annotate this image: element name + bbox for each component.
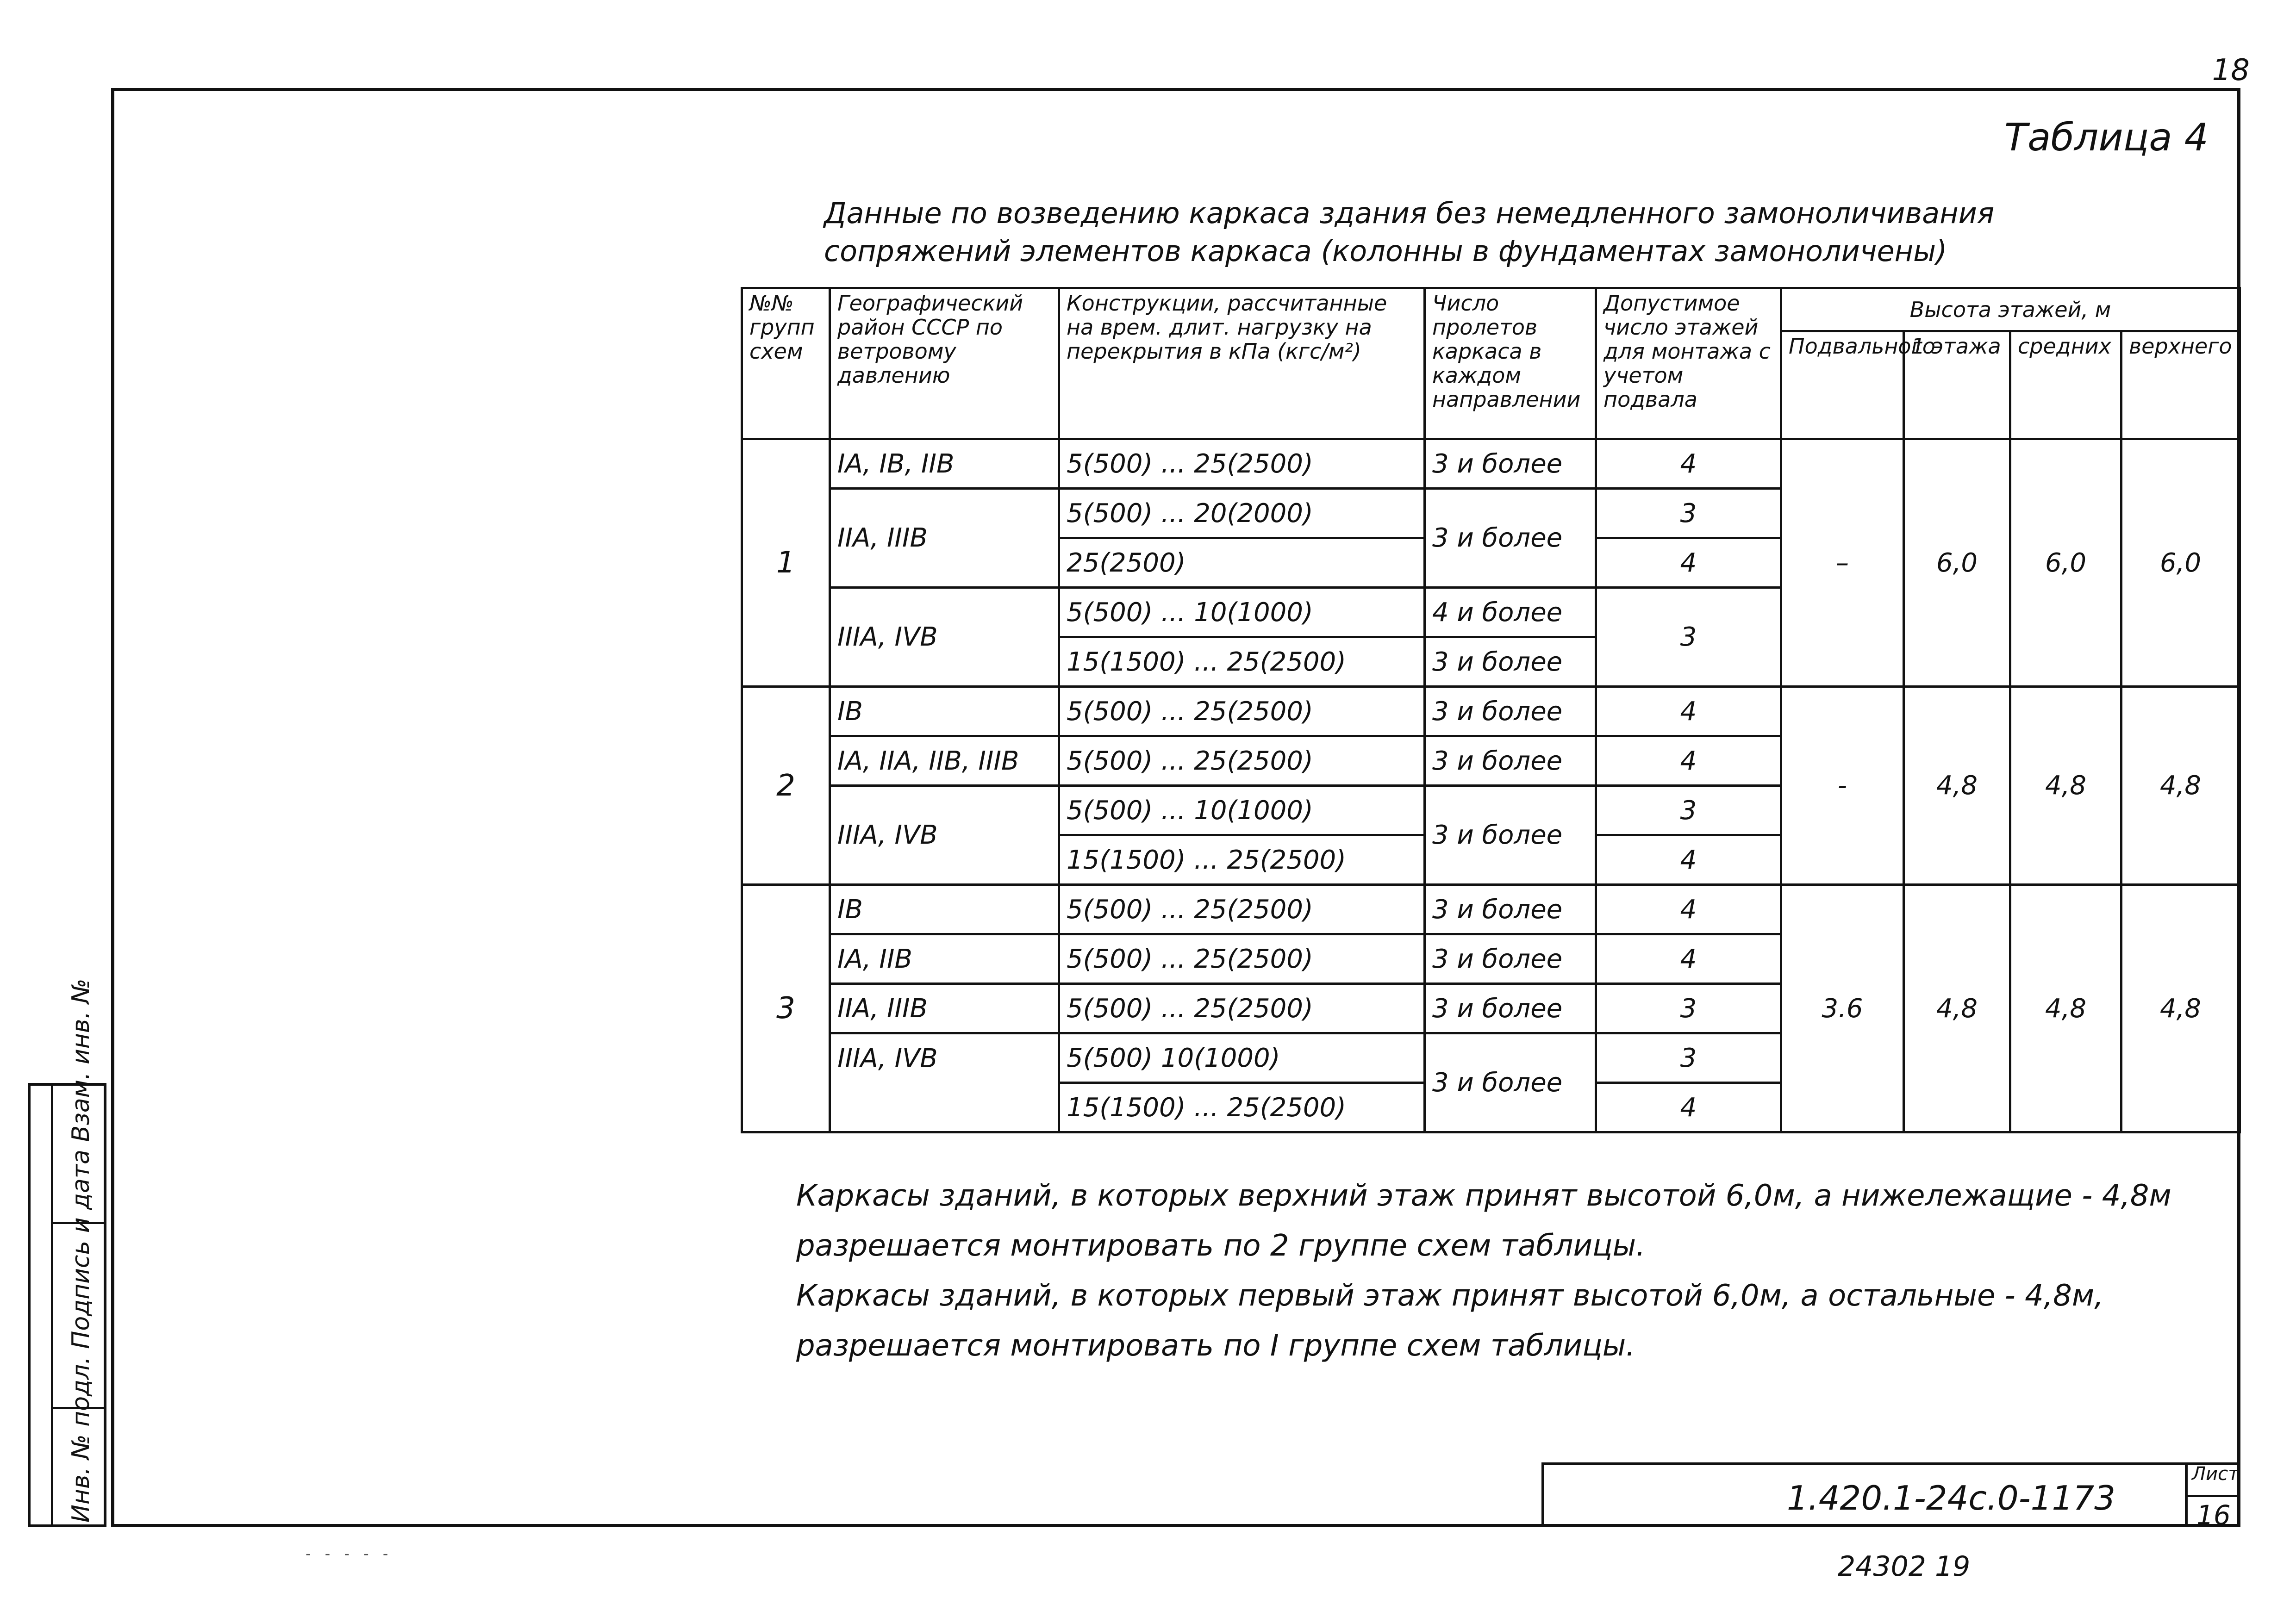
spans-cell: 3 и более [1425, 687, 1596, 736]
region-cell: IА, IВ, IIВ [830, 439, 1059, 489]
height-top: 6,0 [2121, 439, 2240, 687]
sheet-label: Лист [2192, 1463, 2239, 1485]
height-first: 4,8 [1904, 687, 2010, 885]
region-cell: IА, IIА, IIВ, IIIВ [830, 736, 1059, 786]
spans-cell: 3 и более [1425, 885, 1596, 934]
header-floors: Допустимое число этажей для монтажа с учетом подвала [1596, 288, 1781, 439]
spans-cell: 3 и более [1425, 489, 1596, 588]
group-number: 1 [742, 439, 830, 687]
region-cell: IА, IIВ [830, 934, 1059, 984]
table-row [742, 885, 2240, 934]
table-row [742, 439, 2240, 489]
side-strip-text: Инв. № подл. Подпись и дата Взам. инв. № [67, 978, 95, 1523]
region-cell: IIА, IIIВ [830, 489, 1059, 588]
region-cell: IВ [830, 885, 1059, 934]
load-cell: 15(1500) ... 25(2500) [1059, 835, 1425, 885]
floors-cell: 4 [1596, 736, 1781, 786]
spans-cell: 3 и более [1425, 736, 1596, 786]
note-1: Каркасы зданий, в которых верхний этаж принят высотой 6,0м, а нижележащие - 4,8м разрешается монтировать по 2 группе схем таблицы. [796, 1179, 2171, 1263]
spans-cell: 3 и более [1425, 637, 1596, 687]
height-middle: 6,0 [2010, 439, 2121, 687]
load-cell: 15(1500) ... 25(2500) [1059, 1083, 1425, 1132]
scan-dashes: - - - - - [306, 1545, 393, 1562]
height-basement: - [1781, 687, 1904, 885]
header-spans: Число пролетов каркаса в каждом направлении [1425, 288, 1596, 439]
floors-cell: 4 [1596, 538, 1781, 588]
region-cell: IIIА, IVВ [830, 588, 1059, 687]
notes-block [796, 1171, 2222, 1371]
load-cell: 5(500) ... 25(2500) [1059, 984, 1425, 1033]
load-cell: 25(2500) [1059, 538, 1425, 588]
height-basement: – [1781, 439, 1904, 687]
floors-cell: 3 [1596, 984, 1781, 1033]
spans-cell: 3 и более [1425, 984, 1596, 1033]
stamp-border-top [1541, 1462, 2240, 1465]
load-cell: 5(500) ... 25(2500) [1059, 885, 1425, 934]
header-region: Географический район СССР по ветровому давлению [830, 288, 1059, 439]
header-top: верхнего [2121, 331, 2240, 439]
header-basement: Подвального [1781, 331, 1904, 439]
spans-cell: 4 и более [1425, 588, 1596, 637]
floors-cell: 3 [1596, 489, 1781, 538]
header-middle: средних [2010, 331, 2121, 439]
data-table [741, 287, 2241, 1133]
document-code: 1.420.1-24с.0-1173 [1787, 1479, 2115, 1517]
floors-cell: 4 [1596, 439, 1781, 489]
floors-cell: 4 [1596, 934, 1781, 984]
height-top: 4,8 [2121, 687, 2240, 885]
floors-cell: 4 [1596, 885, 1781, 934]
height-middle: 4,8 [2010, 687, 2121, 885]
spans-cell: 3 и более [1425, 1033, 1596, 1132]
load-cell: 15(1500) ... 25(2500) [1059, 637, 1425, 687]
height-basement: 3.6 [1781, 885, 1904, 1132]
load-cell: 5(500) ... 25(2500) [1059, 934, 1425, 984]
load-cell: 5(500) ... 25(2500) [1059, 687, 1425, 736]
spans-cell: 3 и более [1425, 786, 1596, 885]
spans-cell: 3 и более [1425, 439, 1596, 489]
floors-cell: 3 [1596, 1033, 1781, 1083]
stamp-border-left [1541, 1462, 1544, 1527]
floors-cell: 4 [1596, 835, 1781, 885]
floors-cell: 3 [1596, 588, 1781, 687]
height-middle: 4,8 [2010, 885, 2121, 1132]
floors-cell: 4 [1596, 1083, 1781, 1132]
header-construction: Конструкции, рассчитанные на врем. длит. нагрузку на перекрытия в кПа (кгс/м²) [1059, 288, 1425, 439]
load-cell: 5(500) ... 10(1000) [1059, 786, 1425, 835]
sheet-divider [2185, 1495, 2240, 1497]
table-label: Таблица 4 [2004, 116, 2209, 160]
note-2: Каркасы зданий, в которых первый этаж принят высотой 6,0м, а остальные - 4,8м, разрешается монтировать по I группе схем таблицы. [796, 1279, 2104, 1363]
region-cell: IВ [830, 687, 1059, 736]
sheet-number: 16 [2196, 1499, 2231, 1531]
header-heights: Высота этажей, м [1781, 288, 2240, 331]
height-top: 4,8 [2121, 885, 2240, 1132]
floors-cell: 3 [1596, 786, 1781, 835]
header-first: 1 этажа [1904, 331, 2010, 439]
spans-cell: 3 и более [1425, 934, 1596, 984]
group-number: 3 [742, 885, 830, 1132]
group-number: 2 [742, 687, 830, 885]
floors-cell: 4 [1596, 687, 1781, 736]
table-title: Данные по возведению каркаса здания без немедленного замоноличивания сопряжений элементов каркаса (колонны в фундаментах замоноличены) [824, 196, 1995, 268]
region-cell: IIА, IIIВ [830, 984, 1059, 1033]
load-cell: 5(500) ... 25(2500) [1059, 736, 1425, 786]
region-cell: IIIА, IVВ [830, 1033, 1059, 1132]
header-group: №№ групп схем [742, 288, 830, 439]
load-cell: 5(500) 10(1000) [1059, 1033, 1425, 1083]
region-cell: IIIА, IVВ [830, 786, 1059, 885]
header-row-1 [742, 288, 2240, 331]
side-strip-divider [51, 1083, 53, 1527]
table-row [742, 687, 2240, 736]
height-first: 6,0 [1904, 439, 2010, 687]
corner-page-number: 18 [2212, 53, 2250, 87]
load-cell: 5(500) ... 10(1000) [1059, 588, 1425, 637]
height-first: 4,8 [1904, 885, 2010, 1132]
load-cell: 5(500) ... 20(2000) [1059, 489, 1425, 538]
load-cell: 5(500) ... 25(2500) [1059, 439, 1425, 489]
archive-number: 24302 19 [1838, 1550, 1971, 1583]
